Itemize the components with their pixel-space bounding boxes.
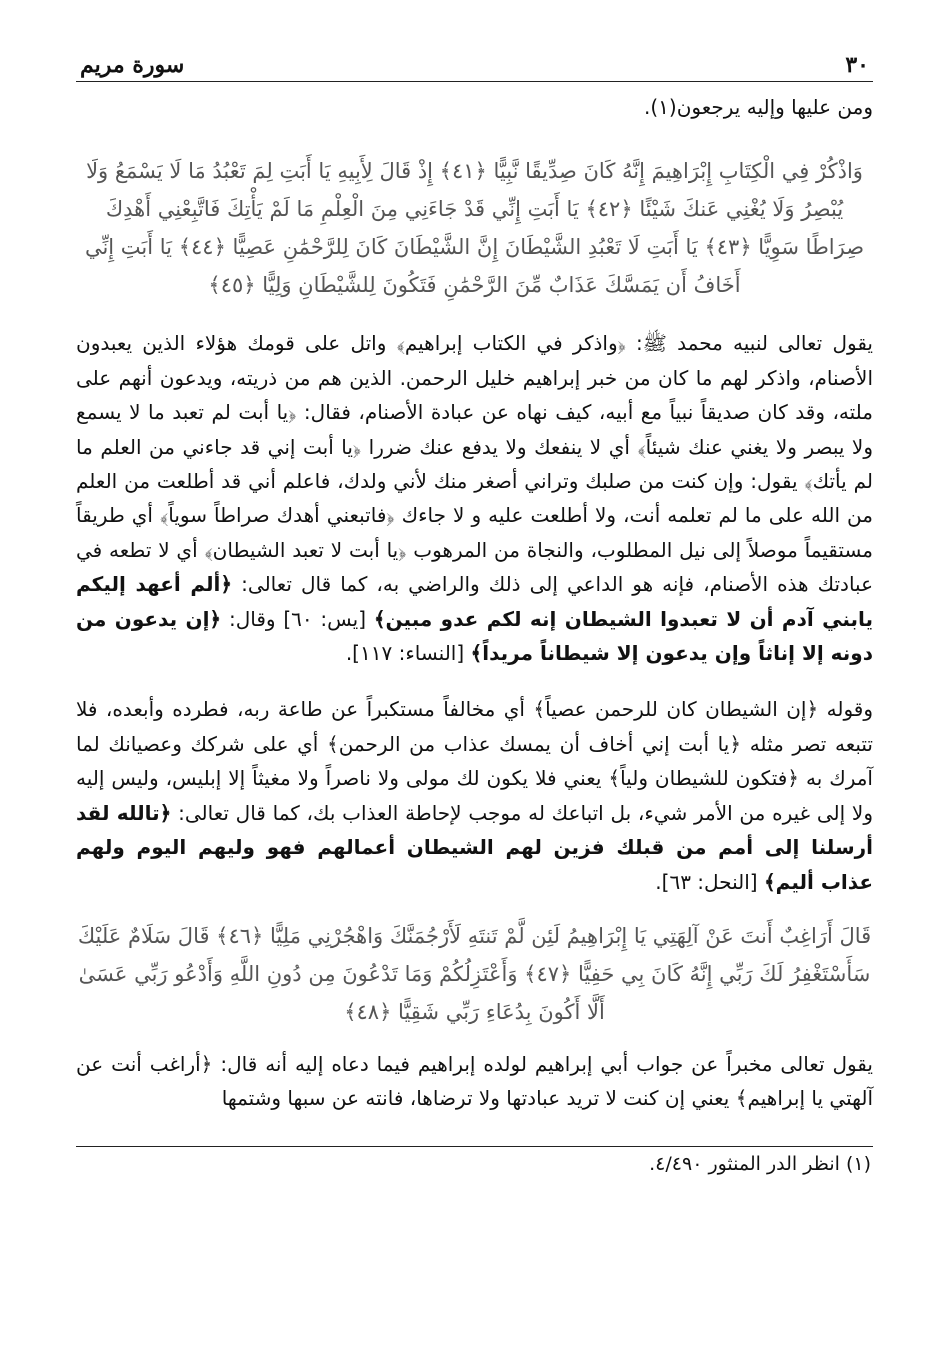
commentary-1-text: يقول تعالى لنبيه محمد ﷺ: ﴿واذكر في الكتاب إبراهيم﴾ واتل على قومك هؤلاء الذين يعبدون الأصنام، واذكر لهم ما كان من خبر إبراهيم خليل الرحمن. الذين هم من ذريته، ويدعون أنهم على ملته، وقد كان صديقاً نبياً مع أبيه، كيف نهاه عن عبادة الأصنام، فقال: ﴿يا أبت لم تعبد ما لا يسمع ولا يبصر ولا يغني عنك شيئاً﴾ أي لا ينفعك ولا يدفع عنك ضررا ﴿يا أبت إني قد جاءني من العلم ما لم يأتك﴾ يقول: وإن كنت من صلبك وتراني أصغر منك لأني ولدك، فاعلم أني قد أطلعت من العلم من الله على ما لم تعلمه أنت، ولا أطلعت عليه و لا جاءك ﴿فاتبعني أهدك صراطاً سوياً﴾ أي طريقاً مستقيماً موصلاً إلى نيل المطلوب، والنجاة من المرهوب ﴿يا أبت لا تعبد الشيطان﴾ أي لا تطعه في عبادتك هذه الأصنام، فإنه هو الداعي إلى ذلك والراضي به، كما قال تعالى: <box>76 331 874 597</box>
footnote-text: انظر الدر المنثور ٤/٤٩٠. <box>649 1152 840 1175</box>
quran-verses-41-45: وَاذْكُرْ فِي الْكِتَابِ إِبْرَاهِيمَ إِنَّهُ كَانَ صِدِّيقًا نَّبِيًّا ﴿٤١﴾ إِذْ قَالَ لِأَبِيهِ يَا أَبَتِ لِمَ تَعْبُدُ مَا لَا يَسْمَعُ وَلَا يُبْصِرُ وَلَا يُغْنِي عَنكَ شَيْئًا ﴿٤٢﴾ يَا أَبَتِ إِنِّي قَدْ جَاءَنِي مِنَ الْعِلْمِ مَا لَمْ يَأْتِكَ فَاتَّبِعْنِي أَهْدِكَ صِرَاطًا سَوِيًّا ﴿٤٣﴾ يَا أَبَتِ لَا تَعْبُدِ الشَّيْطَانَ إِنَّ الشَّيْطَانَ كَانَ لِلرَّحْمَٰنِ عَصِيًّا ﴿٤٤﴾ يَا أَبَتِ إِنِّي أَخَافُ أَن يَمَسَّكَ عَذَابٌ مِّنَ الرَّحْمَٰنِ فَتَكُونَ لِلشَّيْطَانِ وَلِيًّا ﴿٤٥﴾ <box>84 159 865 298</box>
commentary-2-text: وقوله ﴿إن الشيطان كان للرحمن عصياً﴾ أي مخالفاً مستكبراً عن طاعة ربه، فطرده وأبعده، فلا تتبعه تصر مثله ﴿يا أبت إني أخاف أن يمسك عذاب من الرحمن﴾ أي على شركك وعصيانك لما آمرك به ﴿فتكون للشيطان ولياً﴾ يعني فلا يكون لك مولى ولا ناصراً ولا مغيثاً إلا إبليس، وليس إليه ولا إلى غيره من الأمر شيء، بل اتباعك له موجب لإحاطة العذاب بك، كما قال تعالى: <box>76 697 873 825</box>
page-number: ٣٠ <box>845 52 869 78</box>
quran-verses-46-48: قَالَ أَرَاغِبٌ أَنتَ عَنْ آلِهَتِي يَا إِبْرَاهِيمُ لَئِن لَّمْ تَنتَهِ لَأَرْجُمَنَّكَ وَاهْجُرْنِي مَلِيًّا ﴿٤٦﴾ قَالَ سَلَامٌ عَلَيْكَ سَأَسْتَغْفِرُ لَكَ رَبِّي إِنَّهُ كَانَ بِي حَفِيًّا ﴿٤٧﴾ وَأَعْتَزِلُكُمْ وَمَا تَدْعُونَ مِن دُونِ اللَّهِ وَأَدْعُو رَبِّي عَسَىٰ أَلَّا أَكُونَ بِدُعَاءِ رَبِّي شَقِيًّا ﴿٤٨﴾ <box>77 923 872 1024</box>
commentary-1-ref-a: [يس: ٦٠] وقال: <box>228 606 367 631</box>
footnote-divider <box>76 1146 873 1147</box>
commentary-1-quote-a: ﴿ألم أعهد إليكم يابني آدم أن لا تعبدوا الشيطان إنه لكم عدو مبين﴾ <box>76 572 874 631</box>
commentary-2-ref: [النحل: ٦٣]. <box>655 869 758 894</box>
commentary-paragraph-1 <box>76 326 873 670</box>
commentary-2-quote: ﴿تالله لقد أرسلنا إلى أمم من قبلك فزين لهم الشيطان أعمالهم فهو وليهم اليوم ولهم عذاب أليم﴾ <box>76 800 873 894</box>
footnote-marker: (١) <box>845 1152 871 1175</box>
commentary-paragraph-2 <box>76 692 873 898</box>
surah-title: سورة مريم <box>80 52 185 78</box>
commentary-paragraph-3: يقول تعالى مخبراً عن جواب أبي إبراهيم لولده إبراهيم فيما دعاه إليه أنه قال: ﴿أراغب أنت عن آلهتي يا إبراهيم﴾ يعني إن كنت لا تريد عبادتها ولا ترضاها، فانته عن سبها وشتمها <box>76 1051 873 1111</box>
running-header <box>76 48 873 82</box>
opening-line: ومن عليها وإليه يرجعون(١). <box>644 95 873 119</box>
commentary-1-ref-b: [النساء: ١١٧]. <box>345 641 465 666</box>
footnote <box>76 1153 873 1175</box>
commentary-1-quote-b: ﴿إن يدعون من دونه إلا إناثاً وإن يدعون إلا شيطاناً مريداً﴾ <box>76 606 873 666</box>
